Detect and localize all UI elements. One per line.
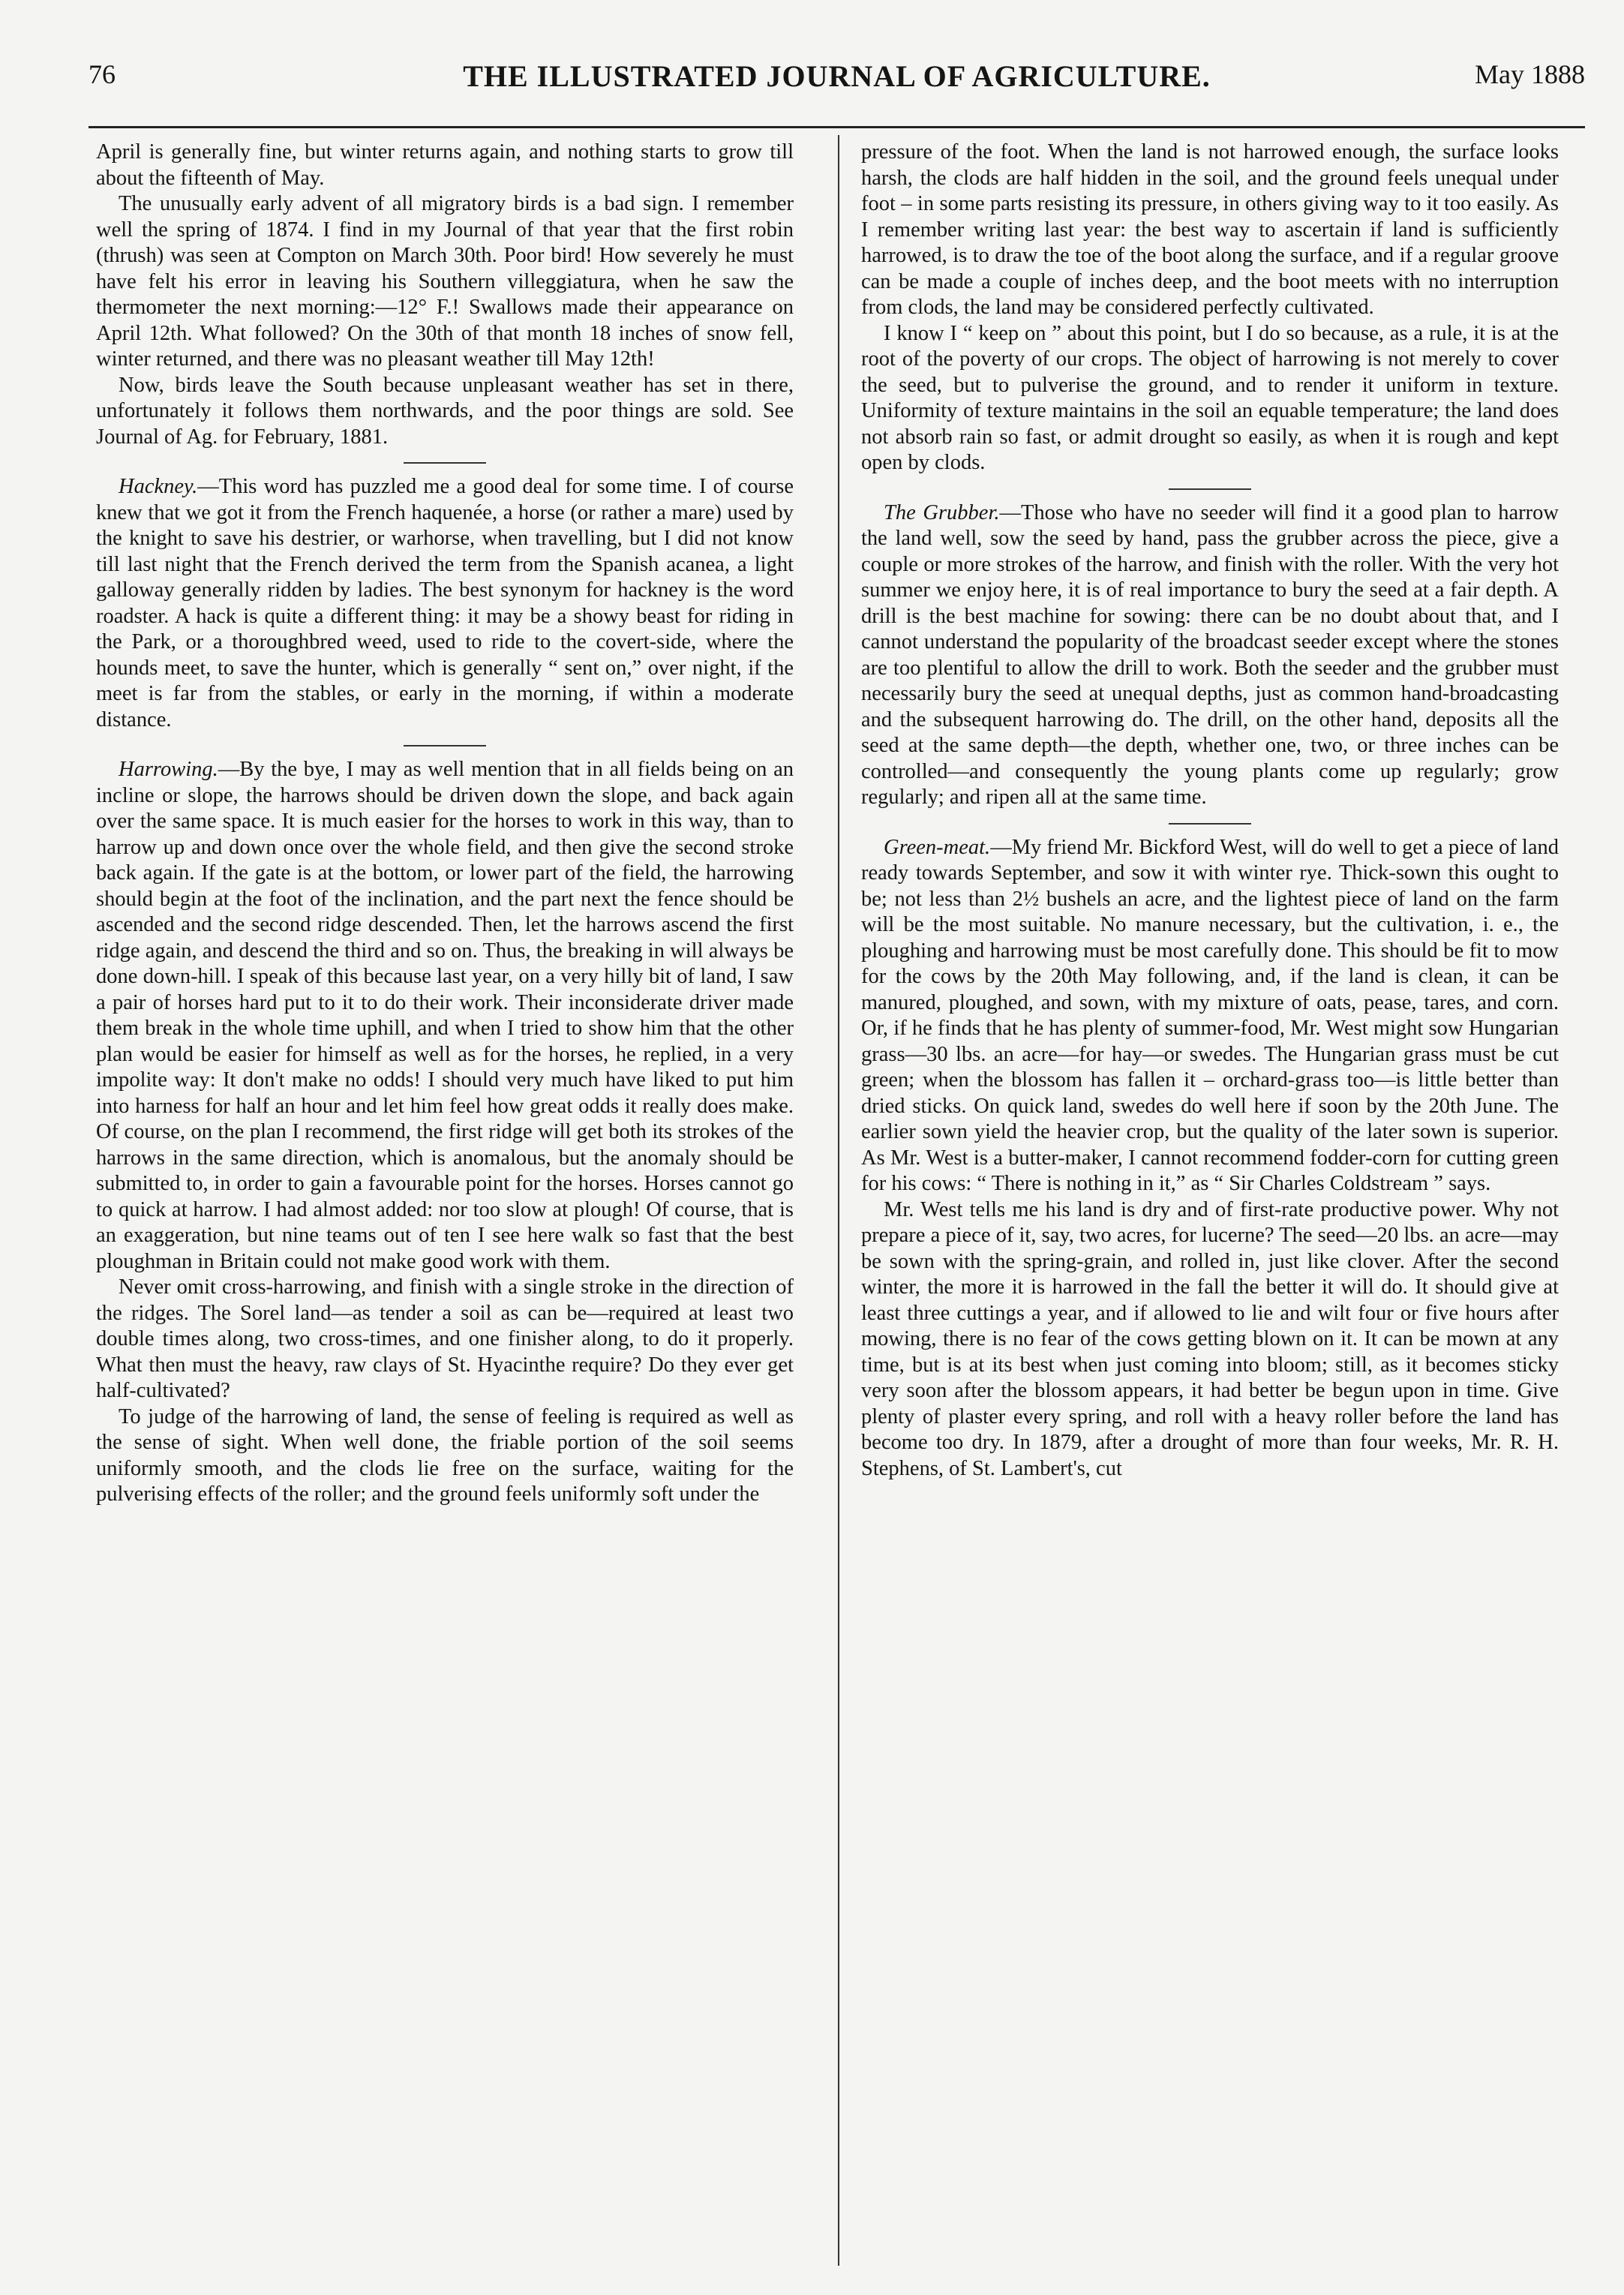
section-grubber	[861, 500, 1559, 811]
paragraph: To judge of the harrowing of land, the sense of feeling is required as well as the sense of sight. When well done, the friable portion of the soil seems uniformly smooth, and the clods lie free on the surface, waiting for the pulverising effects of the roller; and the ground feels uniformly soft under the	[96, 1404, 794, 1506]
section-heading: Harrowing.	[119, 758, 218, 781]
issue-date: May 1888	[1475, 59, 1585, 89]
section-heading: Hackney.	[119, 475, 198, 498]
section-heading: The Grubber.	[884, 500, 1000, 524]
section-harrowing	[96, 757, 794, 1275]
paragraph: Now, birds leave the South because unpleasant weather has set in there, unfortunately it follows them northwards, and the poor things are sold. See Journal of Ag. for February, 1881.	[96, 373, 794, 449]
section-text: —Those who have no seeder will find it a good plan to harrow the land well, sow the seed by hand, pass the grubber across the piece, give a couple or more strokes of the harrow, and finish with the roller. With the very hot summer we enjoy here, it is of real importance to bury the seed at a fair depth. A drill is the best machine for sowing: there can be no doubt about that, and I cannot understand the popularity of the broadcast seeder except where the stones are too plentiful to allow the drill to work. Both the seeder and the grubber must necessarily bury the seed at unequal depths, just as common hand-broadcasting and the subsequent harrowing do. The drill, on the other hand, deposits all the seed at the same depth—the depth, whether one, two, or three inches can be controlled—and consequently the young plants come up regularly; grow regularly; and ripen all at the same time.	[861, 500, 1559, 809]
section-green-meat	[861, 835, 1559, 1197]
paragraph: April is generally fine, but winter returns again, and nothing starts to grow till about the fifteenth of May.	[96, 140, 794, 190]
section-separator	[1169, 823, 1251, 825]
section-separator	[1169, 488, 1251, 490]
section-separator	[404, 462, 486, 464]
section-heading: Green-meat.	[884, 835, 991, 859]
section-text: —My friend Mr. Bickford West, will do well to get a piece of land ready towards September, and sow it with winter rye. Thick-sown this ought to be; not less than 2½ bushels an acre, and the lightest piece of land on the farm will be the most suitable. No manure necessary, but the cultivation, i. e., the ploughing and harrowing must be most carefully done. This should be fit to mow for the cows by the 20th May following, and, if the land is clean, it can be manured, ploughed, and sown, with my mixture of oats, pease, tares, and corn. Or, if he finds that he has plenty of summer-food, Mr. West might sow Hungarian grass—30 lbs. an acre—for hay—or swedes. The Hungarian grass must be cut green; when the blossom has fallen it – orchard-grass too—is little better than dried sticks. On quick land, swedes do well here if soon by the 20th June. The earlier sown yield the heavier crop, but the quality of the later sown is superior. As Mr. West is a butter-maker, I cannot recommend fodder-corn for cutting green for his cows: “ There is nothing in it,” as “ Sir Charles Coldstream ” says.	[861, 835, 1559, 1195]
paragraph: Mr. West tells me his land is dry and of first-rate productive power. Why not prepare a piece of it, say, two acres, for lucerne? The seed—20 lbs. an acre—may be sown with the spring-grain, and rolled in, just like clover. After the second winter, the more it is harrowed in the fall the better it will do. It should give at least three cuttings a year, and if allowed to lie and wilt four or five hours after mowing, there is no fear of the cows getting blown on it. It can be mown at any time, but is at its best when just coming into bloom; still, as it becomes sticky very soon after the blossom appears, it had better be begun upon in time. Give plenty of plaster every spring, and roll with a heavy roller before the land has become too dry. In 1879, after a drought of more than four weeks, Mr. R. H. Stephens, of St. Lambert's, cut	[861, 1197, 1559, 1480]
left-column	[96, 140, 794, 2263]
section-hackney	[96, 474, 794, 733]
page-header	[89, 59, 1585, 104]
right-column	[861, 140, 1559, 2263]
column-divider	[838, 135, 839, 2266]
page-number: 76	[89, 59, 116, 89]
paragraph: I know I “ keep on ” about this point, but I do so because, as a rule, it is at the root of the poverty of our crops. The object of harrowing is not merely to cover the seed, but to pulverise the ground, and to render it uniform in texture. Uniformity of texture maintains in the soil an equable temperature; the land does not absorb rain so fast, or admit drought so easily, as when it is rough and kept open by clods.	[861, 321, 1559, 474]
header-rule	[89, 126, 1585, 128]
section-separator	[404, 745, 486, 746]
journal-title: THE ILLUSTRATED JOURNAL OF AGRICULTURE.	[463, 59, 1211, 93]
paragraph: pressure of the foot. When the land is not harrowed enough, the surface looks harsh, the clods are half hidden in the soil, and the ground feels unequal under foot – in some parts resisting its pressure, in others giving way to it too easily. As I remember writing last year: the best way to ascertain if land is sufficiently harrowed, is to draw the toe of the boot along the surface, and if a regular groove can be made a couple of inches deep, and the boot meets with no interruption from clods, the land may be considered perfectly cultivated.	[861, 140, 1559, 319]
section-text: —By the bye, I may as well mention that in all fields being on an incline or slope, the harrows should be driven down the slope, and back again over the same space. It is much easier for the horses to work in this way, than to harrow up and down once over the whole field, and then give the second stroke back again. If the gate is at the bottom, or lower part of the field, the harrowing should begin at the foot of the inclination, and the part next the fence should be ascended and the second ridge descended. Then, let the harrows ascend the first ridge again, and descend the third and so on. Thus, the breaking in will always be done down-hill. I speak of this because last year, on a very hilly bit of land, I saw a pair of horses hard put to it to do their work. Their inconsiderate driver made them break in the whole time uphill, and when I tried to show him that the other plan would be easier for himself as well as for the horses, he replied, in a very impolite way: It don't make no odds! I should very much have liked to put him into harness for half an hour and let him feel how great odds it really does make. Of course, on the plan I recommend, the first ridge will get both its strokes of the harrows in the same direction, which is anomalous, but the anomaly should be submitted to, in order to gain a favourable point for the horses. Horses cannot go to quick at harrow. I had almost added: nor too slow at plough! Of course, that is an exaggeration, but nine teams out of ten I see here walk so fast that the best ploughman in Britain could not make good work with them.	[96, 758, 794, 1273]
paragraph: The unusually early advent of all migratory birds is a bad sign. I remember well the spring of 1874. I find in my Journal of that year that the first robin (thrush) was seen at Compton on March 30th. Poor bird! How severely he must have felt his error in leaving his Southern villeggiatura, when he saw the thermometer the next morning:—12° F.! Swallows made their appearance on April 12th. What followed? On the 30th of that month 18 inches of snow fell, winter returned, and there was no pleasant weather till May 12th!	[96, 192, 794, 371]
section-text: —This word has puzzled me a good deal for some time. I of course knew that we got it from the French haquenée, a horse (or rather a mare) used by the knight to save his destrier, or warhorse, when travelling, but I did not know till last night that the French derived the term from the Spanish acanea, a light galloway generally ridden by ladies. The best synonym for hackney is the word roadster. A hack is quite a different thing: it may be a showy beast for riding in the Park, or a thoroughbred weed, used to ride to the covert-side, where the hounds meet, to save the hunter, which is generally “ sent on,” over night, if the meet is far from the stables, or early in the morning, if within a moderate distance.	[96, 475, 794, 731]
paragraph: Never omit cross-harrowing, and finish with a single stroke in the direction of the ridges. The Sorel land—as tender a soil as can be—required at least two double times along, two cross-times, and one finisher along, to do it properly. What then must the heavy, raw clays of St. Hyacinthe require? Do they ever get half-cultivated?	[96, 1275, 794, 1402]
